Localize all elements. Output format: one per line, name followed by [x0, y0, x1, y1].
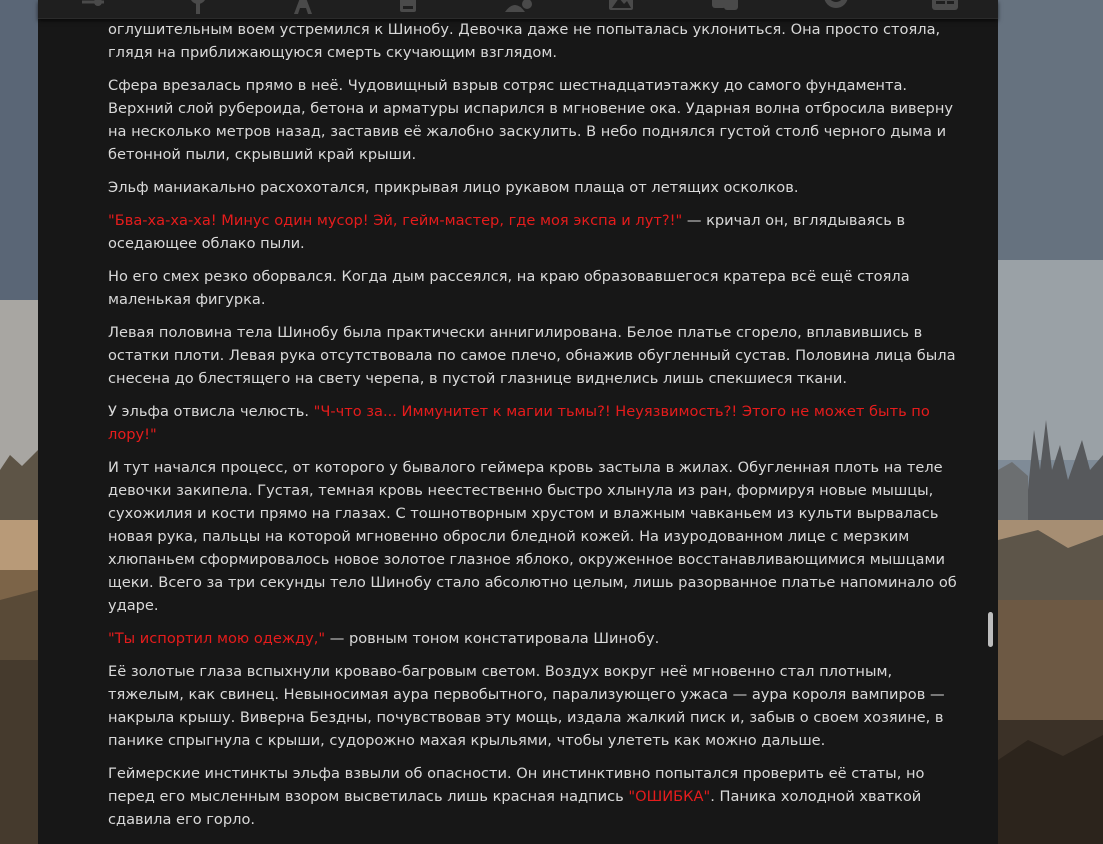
paragraph	[108, 18, 958, 64]
paragraph-text: Её золотые глаза вспыхнули кроваво-багровым светом. Воздух вокруг неё мгновенно стал плотным, тяжелым, как свинец. Невыносимая аура первобытного, парализующего ужаса — аура короля вампиров — накрыла крышу. Виверна Бездны, почувствовав эту мощь, издала жалкий писк и, забыв о своем хозяине, в панике спрыгнула с крыши, судорожно махая крыльями, чтобы улететь как можно дальше.	[108, 663, 945, 749]
paragraph-text: Но его смех резко оборвался. Когда дым рассеялся, на краю образовавшегося кратера всё ещё стояла маленькая фигурка.	[108, 268, 910, 308]
paragraph-text: . Паника холодной хваткой сдавила его горло.	[108, 788, 922, 828]
background-left	[0, 0, 38, 844]
paragraph-text: У эльфа отвисла челюсть.	[108, 403, 314, 420]
scrollbar-thumb[interactable]	[988, 612, 993, 647]
background-landscape-right	[998, 0, 1103, 844]
paragraph	[108, 176, 958, 199]
paragraph	[108, 660, 958, 752]
paragraph-text: Левая половина тела Шинобу была практически аннигилирована. Белое платье сгорело, вплавившись в остатки плоти. Левая рука отсутствовала по самое плечо, обнажив обугленный сустав. Половина лица была снесена до блестящего на свету черепа, в пустой глазнице виднелись лишь спекшиеся ткани.	[108, 324, 956, 387]
story-text	[108, 18, 958, 841]
paragraph-text: — кричал он, вглядываясь в оседающее облако пыли.	[108, 212, 906, 252]
top-toolbar	[38, 0, 998, 19]
dice-icon[interactable]	[708, 0, 742, 16]
background-landscape-left	[0, 0, 38, 844]
paragraph	[108, 265, 958, 311]
font-icon[interactable]	[286, 0, 320, 16]
pin-icon[interactable]	[181, 0, 215, 16]
id-card-icon[interactable]	[928, 0, 962, 16]
error-label: "ОШИБКА"	[628, 788, 711, 805]
paragraph	[108, 321, 958, 390]
dialogue-quote: "Бва-ха-ха-ха! Минус один мусор! Эй, гейм-мастер, где моя экспа и лут?!"	[108, 212, 683, 229]
sliders-icon[interactable]	[76, 0, 110, 16]
paragraph-text: Сфера врезалась прямо в неё. Чудовищный взрыв сотряс шестнадцатиэтажку до самого фундамента. Верхний слой рубероида, бетона и арматуры испарился в мгновение ока. Ударная волна отбросила виверну на несколько метров назад, заставив её жалобно заскулить. В небо поднялся густой столб черного дыма и бетонной пыли, скрывший край крыши.	[108, 77, 953, 163]
paragraph	[108, 400, 958, 446]
reader-panel	[38, 0, 998, 844]
dialogue-quote: "Ты испортил мою одежду,"	[108, 630, 326, 647]
user-gear-icon[interactable]	[501, 0, 535, 16]
paragraph-text: Эльф маниакально расхохотался, прикрывая лицо рукавом плаща от летящих осколков.	[108, 179, 799, 196]
smile-icon[interactable]	[819, 0, 853, 16]
paragraph	[108, 627, 958, 650]
paragraph-text: — ровным тоном констатировала Шинобу.	[325, 630, 660, 647]
paragraph-text: оглушительным воем устремился к Шинобу. Девочка даже не попыталась уклониться. Она просто стояла, глядя на приближающуюся смерть скучающим взглядом.	[108, 21, 941, 61]
paragraph	[108, 209, 958, 255]
dialogue-quote: "Ч-что за... Иммунитет к магии тьмы?! Неуязвимость?! Этого не может быть по лору!"	[108, 403, 930, 443]
paragraph	[108, 74, 958, 166]
paragraph	[108, 456, 958, 617]
book-icon[interactable]	[391, 0, 425, 16]
paragraph	[108, 762, 958, 831]
background-right	[998, 0, 1103, 844]
image-icon[interactable]	[604, 0, 638, 16]
paragraph-text: И тут начался процесс, от которого у бывалого геймера кровь застыла в жилах. Обугленная плоть на теле девочки закипела. Густая, темная кровь неестественно быстро хлынула из ран, формируя новые мышцы, сухожилия и кости прямо на глазах. С тошнотворным хрустом и влажным чавканьем из культи вырвалась новая рука, пальцы на которой мгновенно обросли бледной кожей. На изуродованном лице с мерзким хлюпаньем сформировалось новое золотое глазное яблоко, окруженное восстанавливающимися мышцами щеки. Всего за три секунды тело Шинобу стало абсолютно целым, лишь разорванное платье напоминало об ударе.	[108, 459, 957, 614]
paragraph-text: Геймерские инстинкты эльфа взвыли об опасности. Он инстинктивно попытался проверить её статы, но перед его мысленным взором высветилась лишь красная надпись	[108, 765, 925, 805]
